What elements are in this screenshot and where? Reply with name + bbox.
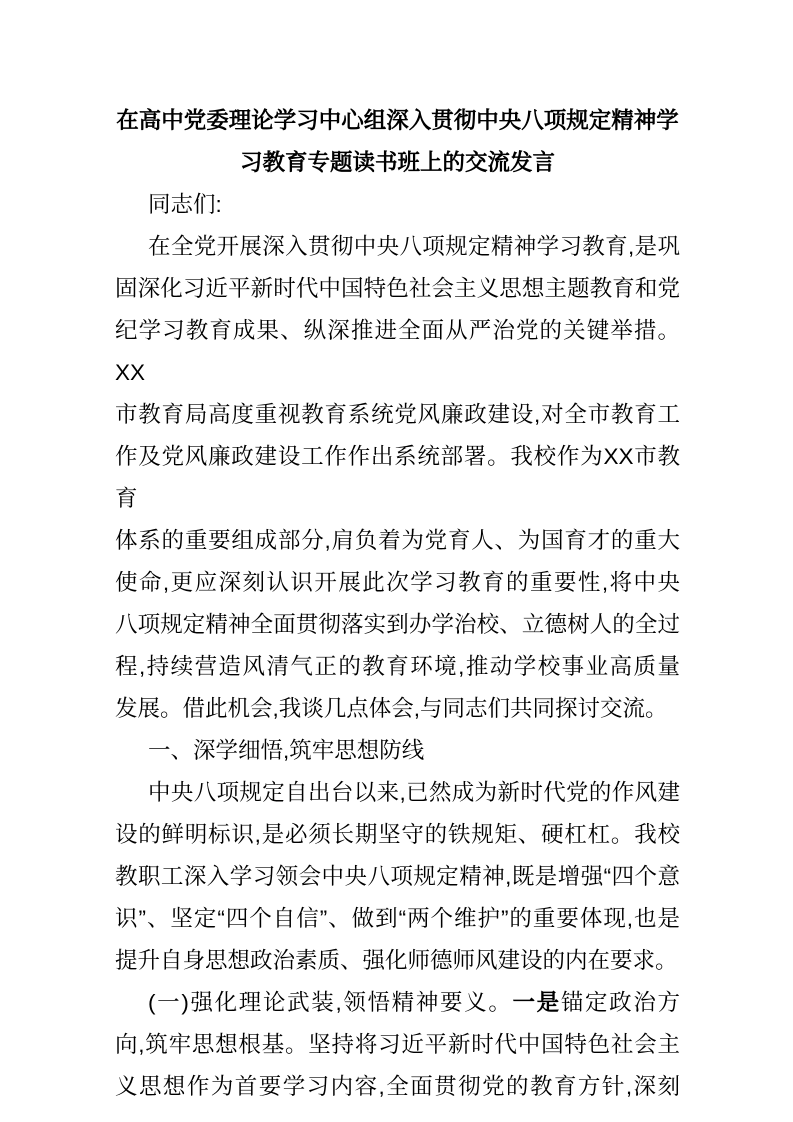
para1-line-1: 在全党开展深入贯彻中央八项规定精神学习教育,是巩 <box>148 234 680 259</box>
para1-line-3: 纪学习教育成果、纵深推进全面从严治党的关键举措。XX <box>115 318 680 385</box>
paragraph-3 <box>115 982 680 1108</box>
para2-line-4: 识”、坚定“四个自信”、做到“两个维护”的重要体现,也是 <box>115 906 680 931</box>
para3-line-1 <box>115 982 680 1024</box>
para2-line-5: 提升自身思想政治素质、强化师德师风建设的内在要求。 <box>115 948 678 973</box>
paragraph-2 <box>115 772 680 982</box>
para3-line-3: 义思想作为首要学习内容,全面贯彻党的教育方针,深刻 <box>115 1074 680 1099</box>
para1-line-10: 发展。借此机会,我谈几点体会,与同志们共同探讨交流。 <box>115 696 668 721</box>
para1-line-8: 八项规定精神全面贯彻落实到办学治校、立德树人的全过 <box>115 612 680 637</box>
para1-line-2: 固深化习近平新时代中国特色社会主义思想主题教育和党 <box>115 276 680 301</box>
title-line-2: 习教育专题读书班上的交流发言 <box>239 150 555 175</box>
para2-line-1: 中央八项规定自出台以来,已然成为新时代党的作风建 <box>148 780 680 805</box>
para1-line-6: 体系的重要组成部分,肩负着为党育人、为国育才的重大 <box>115 528 680 553</box>
greeting: 同志们: <box>148 192 222 217</box>
para1-line-5: 作及党风廉政建设工作作出系统部署。我校作为XX市教育 <box>115 444 680 511</box>
para3-line-1-tail: 锚定政治方 <box>560 990 680 1015</box>
para2-line-2: 设的鲜明标识,是必须长期坚守的铁规矩、硬杠杠。我校 <box>115 822 680 847</box>
para1-line-9: 程,持续营造风清气正的教育环境,推动学校事业高质量 <box>115 654 680 679</box>
paragraph-1 <box>115 226 680 730</box>
para2-line-3: 教职工深入学习领会中央八项规定精神,既是增强“四个意 <box>115 864 680 889</box>
para1-line-7: 使命,更应深刻认识开展此次学习教育的重要性,将中央 <box>115 570 680 595</box>
para1-line-4: 市教育局高度重视教育系统党风廉政建设,对全市教育工 <box>115 402 680 427</box>
title-line-1: 在高中党委理论学习中心组深入贯彻中央八项规定精神学 <box>116 108 679 133</box>
section-heading-1: 一、深学细悟,筑牢思想防线 <box>148 738 425 763</box>
para3-line-2: 向,筑牢思想根基。坚持将习近平新时代中国特色社会主 <box>115 1032 680 1057</box>
para3-line-1-bold-lead: 一是 <box>512 990 561 1015</box>
document-title <box>115 100 680 184</box>
para3-line-1-regular: (一)强化理论武装,领悟精神要义。 <box>148 990 513 1015</box>
